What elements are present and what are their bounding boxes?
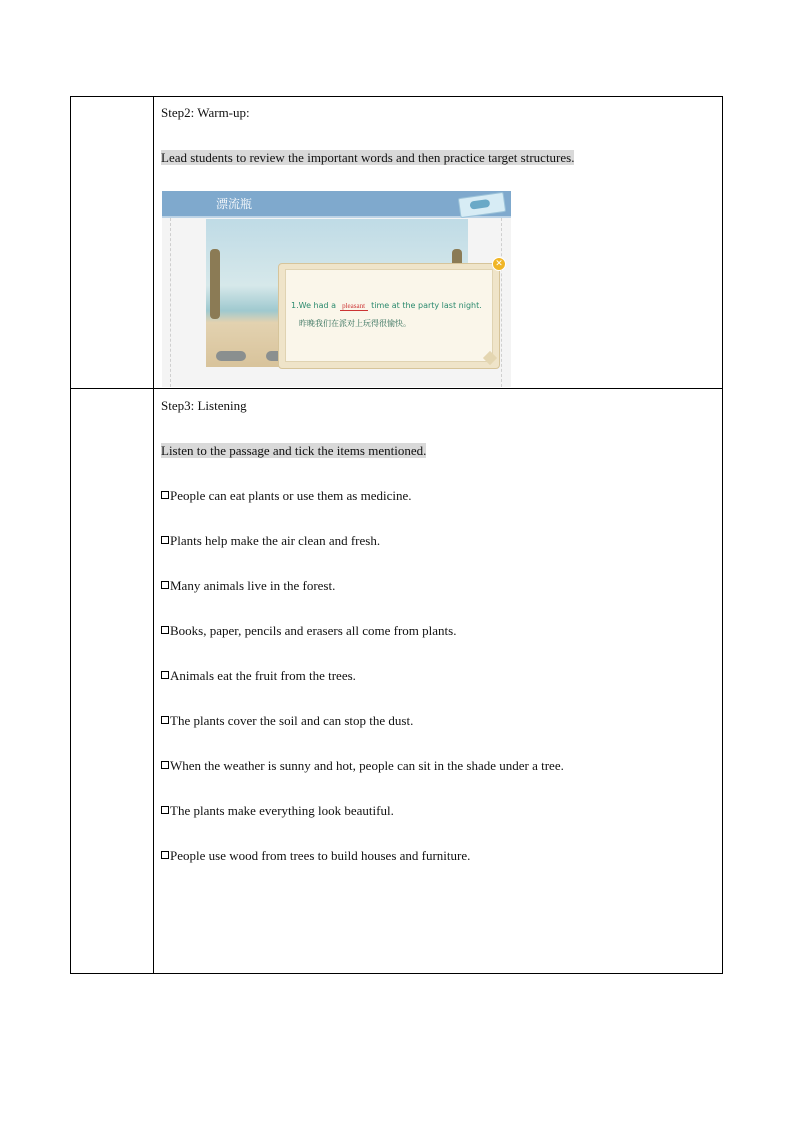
step2-cell [161, 104, 714, 167]
game-screenshot [162, 191, 511, 387]
list-item: The plants cover the soil and can stop the dust. [161, 712, 714, 730]
checkbox-icon [161, 581, 169, 589]
dialog-translation: 昨晚我们在派对上玩得很愉快。 [299, 319, 411, 328]
blank-word: pleasant [340, 302, 368, 311]
checkbox-icon [161, 626, 169, 634]
checkbox-icon [161, 716, 169, 724]
list-item: People use wood from trees to build houses and furniture. [161, 847, 714, 865]
list-item: The plants make everything look beautiful. [161, 802, 714, 820]
checkbox-icon [161, 491, 169, 499]
checkbox-icon [161, 806, 169, 814]
checkbox-icon [161, 761, 169, 769]
checkbox-icon [161, 851, 169, 859]
checkbox-icon [161, 536, 169, 544]
step2-instruction: Lead students to review the important words and then practice target structures. [161, 150, 575, 165]
step3-instruction: Listen to the passage and tick the items mentioned. [161, 443, 427, 458]
step3-cell [161, 397, 714, 865]
list-item: People can eat plants or use them as medicine. [161, 487, 714, 505]
list-item: Books, paper, pencils and erasers all come from plants. [161, 622, 714, 640]
dialog-sentence: 1.We had a pleasant time at the party last night. [291, 301, 482, 310]
column-divider [153, 97, 154, 973]
list-item: Many animals live in the forest. [161, 577, 714, 595]
beach-scene [206, 219, 503, 367]
screenshot-title: 漂流瓶 [216, 197, 253, 211]
row-divider [71, 388, 722, 389]
list-item: When the weather is sunny and hot, people can sit in the shade under a tree. [161, 757, 714, 775]
checkbox-icon [161, 671, 169, 679]
close-icon: ✕ [492, 257, 506, 271]
palm-tree-icon [210, 249, 220, 319]
list-item: Plants help make the air clean and fresh. [161, 532, 714, 550]
step2-heading: Step2: Warm-up: [161, 105, 250, 120]
step3-heading: Step3: Listening [161, 398, 247, 413]
list-item: Animals eat the fruit from the trees. [161, 667, 714, 685]
bottle-message-dialog [278, 259, 503, 369]
lesson-table [70, 96, 723, 974]
